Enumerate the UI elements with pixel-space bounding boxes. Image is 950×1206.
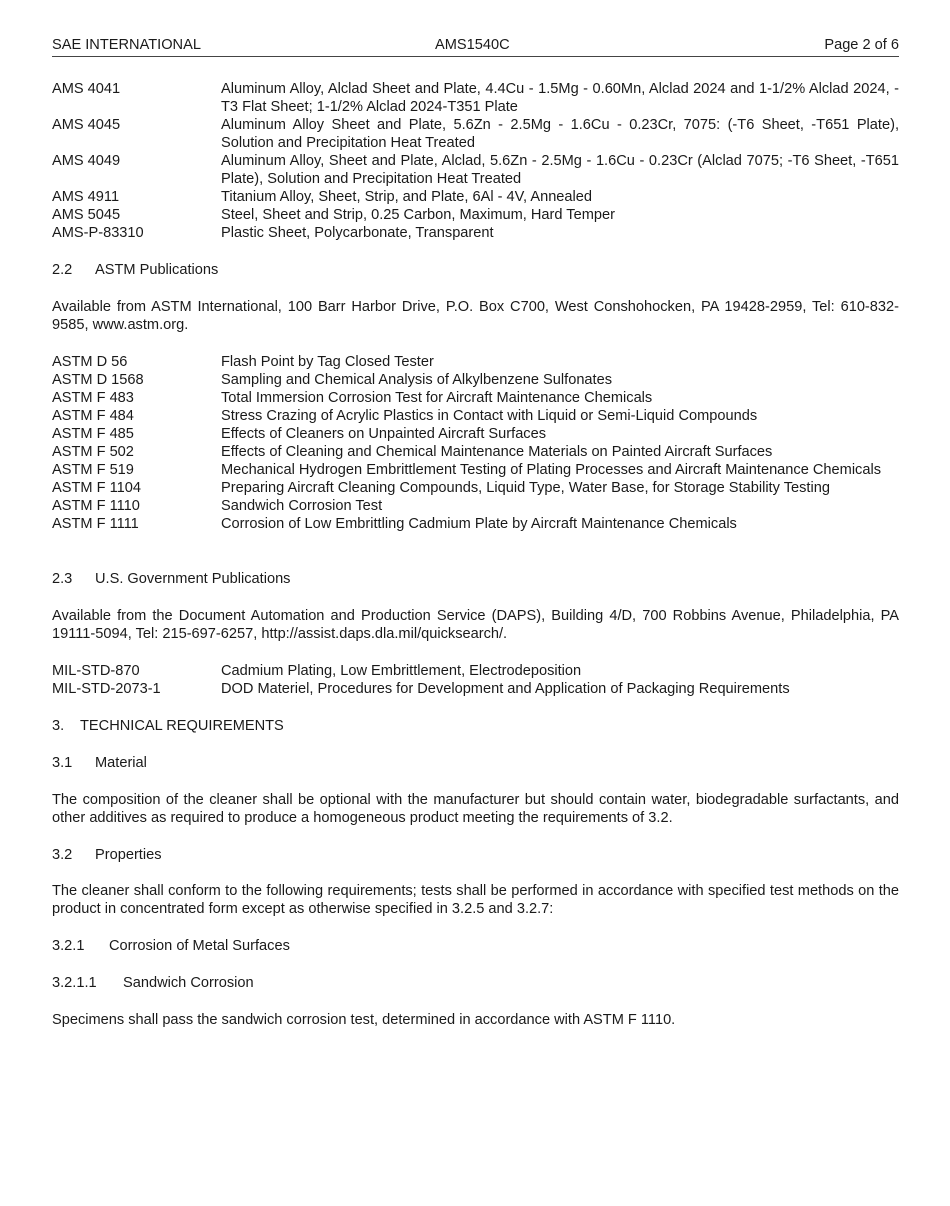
- reference-code: ASTM F 502: [52, 444, 134, 460]
- reference-code: AMS 4911: [52, 189, 120, 205]
- reference-row: [52, 515, 899, 533]
- reference-title: Effects of Cleaning and Chemical Maintenance Materials on Painted Aircraft Surfaces: [221, 444, 773, 460]
- reference-code: AMS 4049: [52, 153, 121, 169]
- reference-row: [52, 206, 899, 224]
- section-number: 3.2.1: [52, 938, 85, 954]
- reference-title: Aluminum Alloy Sheet and Plate, 5.6Zn - 2.5Mg - 1.6Cu - 0.23Cr, 7075: (-T6 Sheet, -T651 Plate), Solution and Precipitation Heat Treated: [221, 117, 899, 151]
- reference-row: [52, 389, 899, 407]
- reference-title: DOD Materiel, Procedures for Development and Application of Packaging Requirements: [221, 681, 790, 697]
- section-title: U.S. Government Publications: [95, 571, 291, 587]
- reference-row: [52, 80, 899, 116]
- reference-code: ASTM F 1111: [52, 516, 139, 532]
- section-title: ASTM Publications: [95, 262, 219, 278]
- page-header: [52, 36, 899, 57]
- reference-title: Preparing Aircraft Cleaning Compounds, Liquid Type, Water Base, for Storage Stability Testing: [221, 480, 830, 496]
- reference-title: Flash Point by Tag Closed Tester: [221, 354, 434, 370]
- reference-title: Corrosion of Low Embrittling Cadmium Plate by Aircraft Maintenance Chemicals: [221, 516, 737, 532]
- reference-title: Stress Crazing of Acrylic Plastics in Contact with Liquid or Semi-Liquid Compounds: [221, 408, 758, 424]
- reference-row: [52, 224, 899, 242]
- reference-row: [52, 680, 899, 698]
- reference-row: [52, 443, 899, 461]
- reference-code: ASTM F 1110: [52, 498, 140, 514]
- reference-row: [52, 479, 899, 497]
- mil-reference-list: [52, 662, 899, 698]
- reference-title: Steel, Sheet and Strip, 0.25 Carbon, Maximum, Hard Temper: [221, 207, 615, 223]
- astm-reference-list: [52, 353, 899, 533]
- section-heading-2-2: [52, 261, 899, 279]
- section-paragraph: The composition of the cleaner shall be optional with the manufacturer but should contain water, biodegradable surfactants, and other additives as required to produce a homogeneous product meeting the requirements of 3.2.: [52, 792, 899, 826]
- section-heading-3-2: [52, 846, 899, 864]
- section-number: 3.1: [52, 755, 73, 771]
- reference-row: [52, 425, 899, 443]
- ams-reference-list: [52, 80, 899, 242]
- reference-title: Aluminum Alloy, Sheet and Plate, Alclad, 5.6Zn - 2.5Mg - 1.6Cu - 0.23Cr (Alclad 7075; -T6 Sheet, -T651 Plate), Solution and Precipitation Heat Treated: [221, 153, 899, 187]
- reference-code: AMS-P-83310: [52, 225, 144, 241]
- section-heading-2-3: [52, 570, 899, 588]
- reference-title: Titanium Alloy, Sheet, Strip, and Plate, 6Al - 4V, Annealed: [221, 189, 593, 205]
- reference-title: Sampling and Chemical Analysis of Alkylbenzene Sulfonates: [221, 372, 613, 388]
- reference-code: ASTM F 483: [52, 390, 134, 406]
- reference-code: ASTM D 1568: [52, 372, 144, 388]
- section-title: Corrosion of Metal Surfaces: [109, 938, 290, 954]
- reference-title: Sandwich Corrosion Test: [221, 498, 383, 514]
- reference-code: MIL-STD-870: [52, 663, 140, 679]
- section-paragraph: Specimens shall pass the sandwich corrosion test, determined in accordance with ASTM F 1110.: [52, 1012, 676, 1028]
- section-number: 3.: [52, 718, 65, 734]
- reference-code: ASTM D 56: [52, 354, 128, 370]
- reference-title: Cadmium Plating, Low Embrittlement, Electrodeposition: [221, 663, 582, 679]
- reference-row: [52, 497, 899, 515]
- reference-title: Mechanical Hydrogen Embrittlement Testing of Plating Processes and Aircraft Maintenance Chemicals: [221, 462, 882, 478]
- reference-code: ASTM F 519: [52, 462, 134, 478]
- reference-row: [52, 188, 899, 206]
- header-doc-number: AMS1540C: [435, 37, 510, 53]
- reference-code: ASTM F 485: [52, 426, 134, 442]
- reference-title: Plastic Sheet, Polycarbonate, Transparent: [221, 225, 494, 241]
- reference-row: [52, 152, 899, 188]
- reference-title: Aluminum Alloy, Alclad Sheet and Plate, 4.4Cu - 1.5Mg - 0.60Mn, Alclad 2024 and 1-1/2% Alclad 2024, -T3 Flat Sheet; 1-1/2% Alclad 2024-T351 Plate: [221, 81, 899, 115]
- reference-row: [52, 371, 899, 389]
- reference-row: [52, 662, 899, 680]
- section-title: Sandwich Corrosion: [123, 975, 254, 991]
- section-number: 2.2: [52, 262, 73, 278]
- header-page-number: Page 2 of 6: [824, 37, 899, 53]
- reference-code: AMS 5045: [52, 207, 121, 223]
- section-number: 3.2.1.1: [52, 975, 97, 991]
- reference-code: ASTM F 1104: [52, 480, 141, 496]
- reference-row: [52, 407, 899, 425]
- section-title: TECHNICAL REQUIREMENTS: [80, 718, 284, 734]
- reference-row: [52, 116, 899, 152]
- section-number: 2.3: [52, 571, 73, 587]
- reference-code: MIL-STD-2073-1: [52, 681, 161, 697]
- section-title: Material: [95, 755, 147, 771]
- reference-code: ASTM F 484: [52, 408, 134, 424]
- section-paragraph: Available from ASTM International, 100 Barr Harbor Drive, P.O. Box C700, West Conshohocken, PA 19428-2959, Tel: 610-832-9585, www.astm.org.: [52, 299, 899, 333]
- section-heading-3-2-1-1: [52, 974, 899, 992]
- section-paragraph: The cleaner shall conform to the following requirements; tests shall be performed in accordance with specified test methods on the product in concentrated form except as otherwise specified in 3.2.5 and 3.2.7:: [52, 883, 899, 917]
- section-heading-3-2-1: [52, 937, 899, 955]
- section-title: Properties: [95, 847, 162, 863]
- section-heading-3-1: [52, 754, 899, 772]
- section-number: 3.2: [52, 847, 73, 863]
- reference-code: AMS 4045: [52, 117, 121, 133]
- reference-title: Effects of Cleaners on Unpainted Aircraft Surfaces: [221, 426, 547, 442]
- reference-code: AMS 4041: [52, 81, 121, 97]
- header-org: SAE INTERNATIONAL: [52, 37, 201, 53]
- section-heading-3: [52, 717, 899, 735]
- reference-row: [52, 461, 899, 479]
- reference-row: [52, 353, 899, 371]
- section-paragraph: Available from the Document Automation and Production Service (DAPS), Building 4/D, 700 Robbins Avenue, Philadelphia, PA 19111-5094, Tel: 215-697-6257, http://assist.daps.dla.mil/quicksearch/.: [52, 608, 899, 642]
- reference-title: Total Immersion Corrosion Test for Aircraft Maintenance Chemicals: [221, 390, 653, 406]
